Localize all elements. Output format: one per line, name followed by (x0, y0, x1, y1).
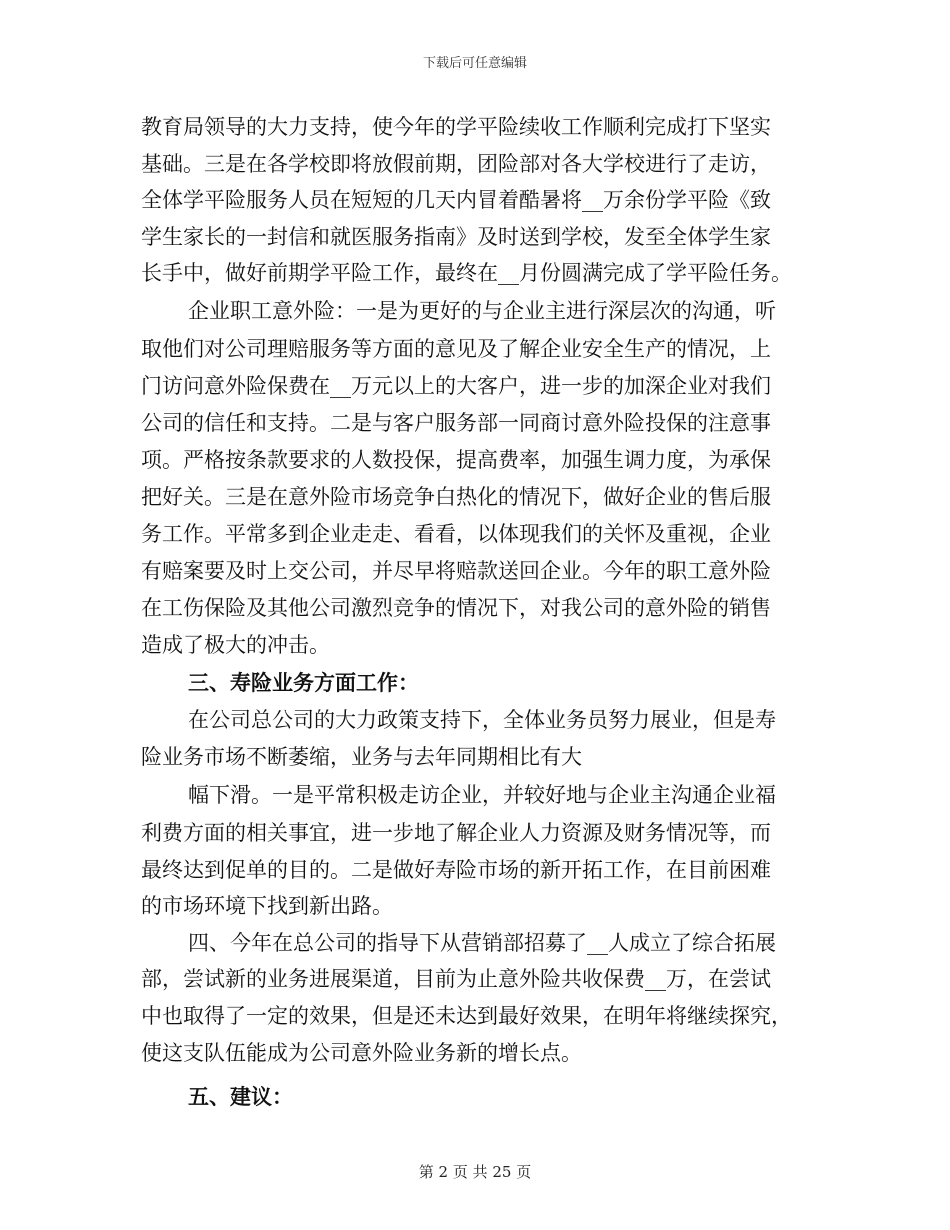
text-line: 把好关。三是在意外险市场竞争白热化的情况下，做好企业的售后服 (141, 485, 771, 509)
page-header: 下载后可任意编辑 (422, 56, 527, 71)
text-line: 取他们对公司理赔服务等方面的意见及了解企业安全生产的情况，上 (141, 337, 771, 361)
text-line: 险业务市场不断萎缩，业务与去年同期相比有大 (141, 745, 582, 769)
text-line: 公司的信任和支持。二是与客户服务部一同商讨意外险投保的注意事 (141, 411, 771, 435)
text-line: 利费方面的相关事宜，进一步地了解企业人力资源及财务情况等，而 (141, 821, 771, 845)
text-line: 部，尝试新的业务进展渠道，目前为止意外险共收保费__万，在尝试 (141, 967, 771, 991)
text-line: 门访问意外险保费在__万元以上的大客户，进一步的加深企业对我们 (141, 374, 771, 398)
text-line: 使这支队伍能成为公司意外险业务新的增长点。 (141, 1041, 582, 1065)
text-line: 造成了极大的冲击。 (141, 633, 330, 657)
text-line: 教育局领导的大力支持，使今年的学平险续收工作顺利完成打下坚实 (141, 115, 771, 139)
text-line: 的市场环境下找到新出路。 (141, 894, 393, 918)
text-line: 最终达到促单的目的。二是做好寿险市场的新开拓工作，在目前困难 (141, 858, 771, 882)
text-line: 在工伤保险及其他公司激烈竞争的情况下，对我公司的意外险的销售 (141, 596, 771, 620)
section-heading: 三、寿险业务方面工作： (188, 670, 419, 695)
section-heading: 五、建议： (188, 1084, 293, 1109)
text-line: 中也取得了一定的效果，但是还未达到最好效果，在明年将继续探究， (141, 1004, 792, 1028)
page-footer: 第 2 页 共 25 页 (418, 1163, 532, 1181)
paragraph-first-line: 企业职工意外险：一是为更好的与企业主进行深层次的沟通，听 (188, 299, 776, 323)
paragraph-first-line: 幅下滑。一是平常积极走访企业，并较好地与企业主沟通企业福 (188, 783, 776, 807)
text-line: 长手中，做好前期学平险工作，最终在__月份圆满完成了学平险任务。 (141, 261, 792, 285)
text-line: 务工作。平常多到企业走走、看看，以体现我们的关怀及重视，企业 (141, 522, 771, 546)
paragraph-first-line: 四、今年在总公司的指导下从营销部招募了__人成立了综合拓展 (188, 931, 776, 955)
text-line: 学生家长的一封信和就医服务指南》及时送到学校，发至全体学生家 (141, 225, 771, 249)
text-line: 基础。三是在各学校即将放假前期，团险部对各大学校进行了走访， (141, 152, 771, 176)
paragraph-first-line: 在公司总公司的大力政策支持下，全体业务员努力展业，但是寿 (188, 708, 776, 732)
text-line: 全体学平险服务人员在短短的几天内冒着酷暑将__万余份学平险《致 (141, 188, 771, 212)
text-line: 有赔案要及时上交公司，并尽早将赔款送回企业。今年的职工意外险 (141, 559, 771, 583)
text-line: 项。严格按条款要求的人数投保，提高费率，加强生调力度，为承保 (141, 448, 771, 472)
